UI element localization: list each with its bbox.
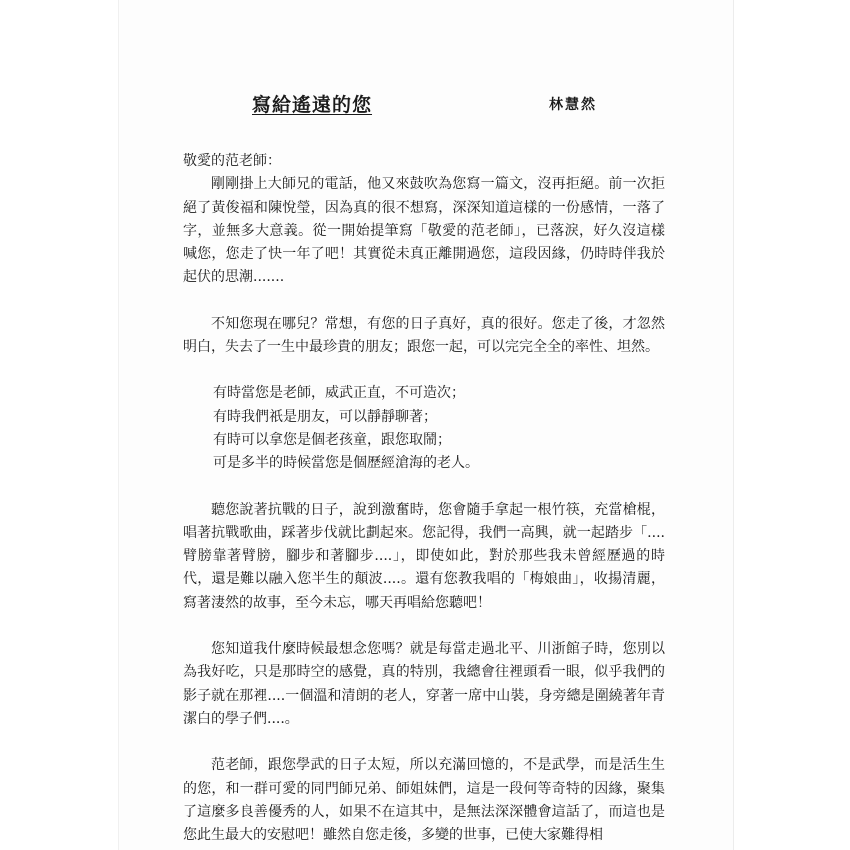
paragraph: 范老師，跟您學武的日子太短，所以充滿回憶的，不是武學，而是活生生的您，和一群可愛的同門師兄弟、師姐妹們，這是一段何等奇特的因緣，聚集了這麼多良善優秀的人，如果不在這其中，是無法深深體會這話了，而這也是您此生最大的安慰吧！雖然自您走後，多變的世事，已使大家難得相 [183,757,665,844]
verse-line: 有時我們祇是朋友，可以靜靜聊著； [213,408,437,425]
salutation: 敬愛的范老師： [183,153,281,169]
verse-line: 可是多半的時候當您是個歷經滄海的老人。 [213,455,479,472]
document-body [183,150,665,847]
paragraph-spacer [183,290,665,313]
document-title: 寫給遙遠的您 [252,94,373,116]
paragraph-spacer [183,615,665,638]
document-author: 林慧然 [549,97,597,113]
paragraph: 不知您現在哪兒？常想，有您的日子真好，真的很好。您走了後，才忽然明白，失去了一生中最珍貴的朋友；跟您一起，可以完完全全的率性、坦然。 [183,315,665,356]
paragraph-spacer [183,359,665,382]
paragraph: 聽您說著抗戰的日子，說到激奮時，您會隨手拿起一根竹筷，充當槍棍，唱著抗戰歌曲，踩著步伐就比劃起來。您記得，我們一高興，就一起踏步「....臂膀靠著臂膀，腳步和著腳步....」，即使如此，對於那些我未曾經歷過的時代，還是難以融入您半生的顛波....。還有您教我唱的「梅娘曲」，收揚清麗，寫著淒然的故事，至今未忘，哪天再唱給您聽吧！ [183,501,665,611]
paragraph: 您知道我什麼時候最想念您嗎？就是每當走過北平、川浙館子時，您別以為我好吃，只是那時空的感覺，真的特別，我總會往裡頭看一眼，似乎我們的影子就在那裡....一個溫和清朗的老人，穿著一席中山裝，身旁總是圍繞著年青潔白的學子們....。 [183,641,665,727]
paragraph: 剛剛掛上大師兄的電話，他又來鼓吹為您寫一篇文，沒再拒絕。前一次拒絕了黃俊福和陳悅瑩，因為真的很不想寫，深深知道這樣的一份感情，一落了字，並無多大意義。從一開始提筆寫「敬愛的范老師」，已落淚，好久沒這樣喊您，您走了快一年了吧！其實從未真正離開過您，這段因緣，仍時時伴我於起伏的思潮....... [183,176,665,286]
verse-line: 有時可以拿您是個老孩童，跟您取鬧； [213,431,451,448]
paragraph-spacer [183,476,665,499]
paragraph-spacer [183,731,665,754]
verse-line: 有時當您是老師，威武正直，不可造次； [213,385,465,402]
title-row [252,90,372,117]
